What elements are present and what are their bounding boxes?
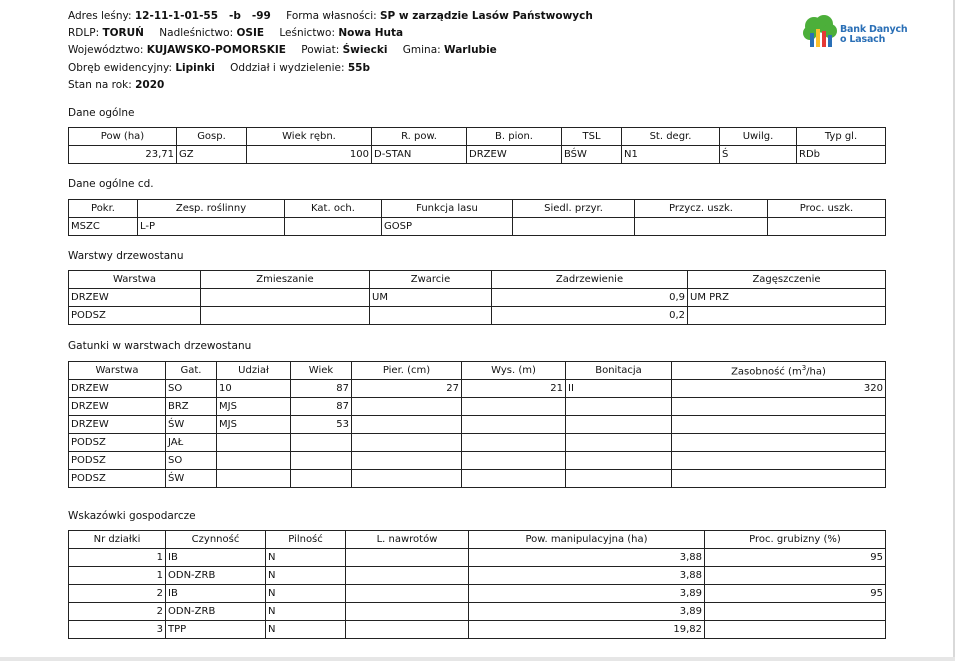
table-cell: DRZEW	[69, 416, 166, 434]
column-header: L. nawrotów	[346, 531, 469, 549]
table-cell	[705, 621, 886, 639]
powiat-value: Świecki	[342, 44, 388, 57]
rdlp-value: TORUŃ	[102, 27, 144, 40]
obreb-value: Lipinki	[175, 61, 215, 74]
table-cell: DRZEW	[69, 398, 166, 416]
table-cell: 21	[462, 380, 566, 398]
table-header-row	[69, 200, 886, 218]
obreb-label: Obręb ewidencyjny:	[68, 61, 176, 74]
table-cell	[672, 434, 886, 452]
table-cell: 3,89	[469, 603, 705, 621]
table-cell	[672, 470, 886, 488]
section-title-dane-ogolne-cd: Dane ogólne cd.	[68, 178, 154, 190]
powiat-label: Powiat:	[301, 44, 343, 57]
gmina-value: Warlubie	[444, 44, 497, 57]
table-cell: 1	[69, 567, 166, 585]
gmina-label: Gmina:	[402, 44, 445, 57]
table-cell: N	[266, 603, 346, 621]
header-line-obreb	[68, 60, 593, 77]
column-header: Proc. grubizny (%)	[705, 531, 886, 549]
column-header: Pow (ha)	[69, 128, 177, 146]
table-cell: N	[266, 585, 346, 603]
table-cell: 3,89	[469, 585, 705, 603]
table-row	[69, 218, 886, 236]
table-cell: 320	[672, 380, 886, 398]
nadlesnictwo-value: OSIE	[236, 27, 265, 40]
header-line-rdlp	[68, 25, 593, 42]
table-cell: PODSZ	[69, 307, 201, 325]
table-cell	[672, 416, 886, 434]
bank-danych-logo[interactable]	[802, 15, 912, 49]
table-cell: SO	[166, 380, 217, 398]
column-header: Bonitacja	[566, 362, 672, 380]
oddzial-label: Oddział i wydzielenie:	[230, 61, 348, 74]
table-cell	[346, 585, 469, 603]
table-cell: GOSP	[382, 218, 513, 236]
table-cell	[201, 289, 370, 307]
table-cell	[352, 416, 462, 434]
table-row	[69, 603, 886, 621]
page-bottom-edge	[0, 657, 955, 661]
column-header: B. pion.	[467, 128, 562, 146]
column-header: Przycz. uszk.	[635, 200, 768, 218]
forma-value: SP w zarządzie Lasów Państwowych	[380, 10, 593, 22]
table-cell: 0,9	[492, 289, 688, 307]
table-cell	[566, 434, 672, 452]
oddzial-value: 55b	[347, 61, 370, 74]
column-header: Warstwa	[69, 362, 166, 380]
document-header	[68, 8, 593, 94]
table-cell	[566, 452, 672, 470]
table-cell: MSZC	[69, 218, 138, 236]
table-cell: PODSZ	[69, 470, 166, 488]
column-header: Wys. (m)	[462, 362, 566, 380]
header-line-address	[68, 8, 593, 25]
table-cell	[291, 434, 352, 452]
table-cell	[462, 470, 566, 488]
column-header: Zmieszanie	[201, 271, 370, 289]
column-header: TSL	[562, 128, 622, 146]
table-cell: DRZEW	[467, 146, 562, 164]
column-header: Warstwa	[69, 271, 201, 289]
table-row	[69, 585, 886, 603]
column-header: Zadrzewienie	[492, 271, 688, 289]
column-header: Gosp.	[177, 128, 247, 146]
stan-value: 2020	[135, 78, 165, 91]
column-header: Kat. och.	[285, 200, 382, 218]
column-header-superscript: 3	[801, 363, 807, 372]
section-title-warstwy: Warstwy drzewostanu	[68, 250, 184, 262]
column-header: Typ gl.	[797, 128, 886, 146]
table-row	[69, 380, 886, 398]
column-header: Proc. uszk.	[768, 200, 886, 218]
section-title-dane-ogolne: Dane ogólne	[68, 107, 135, 119]
table-cell	[217, 434, 291, 452]
table-row	[69, 567, 886, 585]
table-cell: 95	[705, 549, 886, 567]
table-cell	[201, 307, 370, 325]
table-cell: 19,82	[469, 621, 705, 639]
table-cell: Ś	[720, 146, 797, 164]
table-cell: N	[266, 567, 346, 585]
column-header	[672, 362, 886, 380]
table-row	[69, 549, 886, 567]
rdlp-label: RDLP:	[68, 27, 103, 40]
table-cell: 27	[352, 380, 462, 398]
table-cell: ŚW	[166, 416, 217, 434]
adres-value: 12-11-1-01-55 -b -99	[134, 10, 271, 22]
table-cell	[566, 416, 672, 434]
table-cell	[346, 621, 469, 639]
table-cell: II	[566, 380, 672, 398]
column-header: Gat.	[166, 362, 217, 380]
table-gatunki	[68, 361, 886, 488]
column-header: R. pow.	[372, 128, 467, 146]
table-cell	[217, 452, 291, 470]
column-header: Czynność	[166, 531, 266, 549]
table-row	[69, 416, 886, 434]
column-header: Uwilg.	[720, 128, 797, 146]
table-cell	[688, 307, 886, 325]
table-header-row	[69, 128, 886, 146]
table-cell	[462, 452, 566, 470]
table-cell: 3	[69, 621, 166, 639]
table-cell: 1	[69, 549, 166, 567]
column-header-text: /ha)	[806, 366, 826, 378]
logo-text-line1: Bank Danych	[840, 24, 908, 35]
table-cell: 87	[291, 380, 352, 398]
table-cell: PODSZ	[69, 452, 166, 470]
table-row	[69, 434, 886, 452]
table-cell	[291, 452, 352, 470]
table-cell: ODN-ZRB	[166, 603, 266, 621]
column-header: Pilność	[266, 531, 346, 549]
table-cell	[566, 398, 672, 416]
column-header: Siedl. przyr.	[513, 200, 635, 218]
column-header: Udział	[217, 362, 291, 380]
table-cell: 95	[705, 585, 886, 603]
table-cell	[285, 218, 382, 236]
table-dane-ogolne	[68, 127, 886, 164]
table-cell: IB	[166, 585, 266, 603]
table-cell	[346, 603, 469, 621]
tree-logo-icon	[802, 15, 838, 49]
table-cell: 0,2	[492, 307, 688, 325]
lesnictwo-value: Nowa Huta	[338, 27, 404, 40]
column-header: Wiek	[291, 362, 352, 380]
table-header-row	[69, 531, 886, 549]
table-cell: MJS	[217, 416, 291, 434]
column-header: Funkcja lasu	[382, 200, 513, 218]
column-header: St. degr.	[622, 128, 720, 146]
table-header-row	[69, 271, 886, 289]
table-cell: DRZEW	[69, 380, 166, 398]
table-cell	[635, 218, 768, 236]
table-cell: D-STAN	[372, 146, 467, 164]
nadlesnictwo-label: Nadleśnictwo:	[159, 27, 237, 40]
section-title-gatunki: Gatunki w warstwach drzewostanu	[68, 340, 252, 352]
table-cell: JAŁ	[166, 434, 217, 452]
logo-text-line2: o Lasach	[840, 34, 886, 45]
table-cell: BŚW	[562, 146, 622, 164]
table-wskazowki	[68, 530, 886, 639]
table-cell	[462, 434, 566, 452]
table-cell: SO	[166, 452, 217, 470]
wojewodztwo-value: KUJAWSKO-POMORSKIE	[146, 44, 286, 57]
table-cell: N	[266, 621, 346, 639]
column-header: Pow. manipulacyjna (ha)	[469, 531, 705, 549]
table-cell	[672, 398, 886, 416]
table-cell: N	[266, 549, 346, 567]
table-cell	[352, 434, 462, 452]
table-cell: L-P	[138, 218, 285, 236]
table-cell	[352, 452, 462, 470]
table-header-row	[69, 362, 886, 380]
table-cell: 100	[247, 146, 372, 164]
table-warstwy	[68, 270, 886, 325]
table-cell	[462, 416, 566, 434]
table-cell: RDb	[797, 146, 886, 164]
table-cell	[370, 307, 492, 325]
forma-label: Forma własności:	[286, 10, 380, 22]
table-cell	[352, 398, 462, 416]
table-row	[69, 289, 886, 307]
column-header: Pokr.	[69, 200, 138, 218]
table-row	[69, 146, 886, 164]
wojewodztwo-label: Województwo:	[68, 44, 147, 57]
table-cell	[346, 549, 469, 567]
table-cell: MJS	[217, 398, 291, 416]
table-row	[69, 452, 886, 470]
column-header: Nr działki	[69, 531, 166, 549]
lesnictwo-label: Leśnictwo:	[279, 27, 339, 40]
table-cell	[513, 218, 635, 236]
table-cell: 53	[291, 416, 352, 434]
column-header: Zesp. roślinny	[138, 200, 285, 218]
table-cell: 2	[69, 585, 166, 603]
header-line-stan	[68, 77, 593, 94]
column-header: Zwarcie	[370, 271, 492, 289]
column-header-text: Zasobność (m	[731, 366, 802, 378]
table-cell: 3,88	[469, 567, 705, 585]
table-cell: 10	[217, 380, 291, 398]
table-cell: 2	[69, 603, 166, 621]
table-cell	[462, 398, 566, 416]
table-cell: 3,88	[469, 549, 705, 567]
table-cell	[705, 567, 886, 585]
table-cell	[566, 470, 672, 488]
column-header: Pier. (cm)	[352, 362, 462, 380]
table-cell: ŚW	[166, 470, 217, 488]
adres-label: Adres leśny:	[68, 10, 135, 22]
table-cell: GZ	[177, 146, 247, 164]
table-cell: DRZEW	[69, 289, 201, 307]
stan-label: Stan na rok:	[68, 78, 136, 91]
table-row	[69, 621, 886, 639]
table-cell: UM PRZ	[688, 289, 886, 307]
table-cell: 23,71	[69, 146, 177, 164]
table-cell	[705, 603, 886, 621]
column-header: Wiek rębn.	[247, 128, 372, 146]
table-row	[69, 307, 886, 325]
table-row	[69, 398, 886, 416]
section-title-wskazowki: Wskazówki gospodarcze	[68, 510, 196, 522]
table-cell: IB	[166, 549, 266, 567]
table-cell: UM	[370, 289, 492, 307]
table-cell: N1	[622, 146, 720, 164]
table-cell	[352, 470, 462, 488]
table-cell	[672, 452, 886, 470]
header-line-wojewodztwo	[68, 42, 593, 59]
column-header: Zagęszczenie	[688, 271, 886, 289]
table-row	[69, 470, 886, 488]
table-cell: ODN-ZRB	[166, 567, 266, 585]
table-cell	[346, 567, 469, 585]
table-dane-ogolne-cd	[68, 199, 886, 236]
table-cell	[217, 470, 291, 488]
table-cell: 87	[291, 398, 352, 416]
table-cell	[768, 218, 886, 236]
table-cell: BRZ	[166, 398, 217, 416]
table-cell	[291, 470, 352, 488]
table-cell: PODSZ	[69, 434, 166, 452]
logo-text	[840, 25, 908, 45]
table-cell: TPP	[166, 621, 266, 639]
